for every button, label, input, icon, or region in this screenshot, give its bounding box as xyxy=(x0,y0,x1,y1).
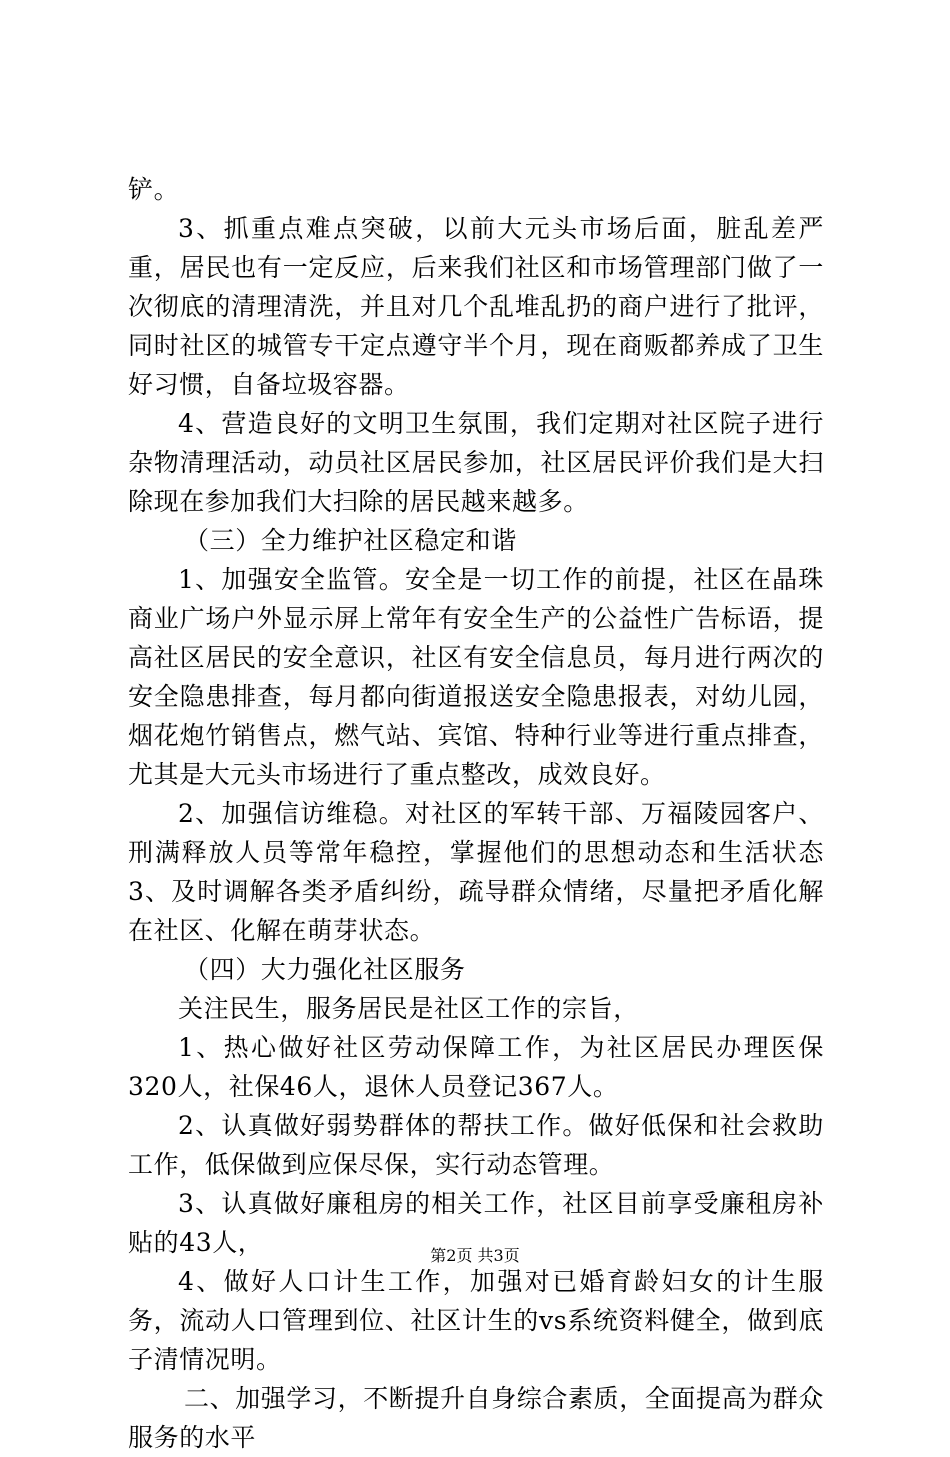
paragraph-item-2-vulnerable-groups: 2、认真做好弱势群体的帮扶工作。做好低保和社会救助工作，低保做到应保尽保，实行动态管理。 xyxy=(128,1111,824,1179)
paragraph-item-4-hygiene-atmosphere: 4、营造良好的文明卫生氛围，我们定期对社区院子进行杂物清理活动，动员社区居民参加，社区居民评价我们是大扫除现在参加我们大扫除的居民越来越多。 xyxy=(128,409,824,516)
paragraph-services-intro: 关注民生，服务居民是社区工作的宗旨， xyxy=(178,994,639,1023)
paragraph-continuation: 铲。 xyxy=(128,175,180,204)
paragraph-item-4-family-planning: 4、做好人口计生工作，加强对已婚育龄妇女的计生服务，流动人口管理到位、社区计生的vs系统资料健全，做到底子清情况明。 xyxy=(128,1267,824,1374)
section-heading-study: 二、加强学习，不断提升自身综合素质，全面提高为群众服务的水平 xyxy=(128,1384,825,1452)
paragraph-item-3-low-rent-housing: 3、认真做好廉租房的相关工作，社区目前享受廉租房补贴的43人， xyxy=(128,1189,824,1257)
paragraph-item-2-petitions: 2、加强信访维稳。对社区的军转干部、万福陵园客户、刑满释放人员等常年稳控，掌握他们的思想动态和生活状态3、及时调解各类矛盾纠纷，疏导群众情绪，尽量把矛盾化解在社区、化解在萌芽状态。 xyxy=(128,799,824,945)
paragraph-item-3-market-cleanup: 3、抓重点难点突破，以前大元头市场后面，脏乱差严重，居民也有一定反应，后来我们社区和市场管理部门做了一次彻底的清理清洗，并且对几个乱堆乱扔的商户进行了批评，同时社区的城管专干定点遵守半个月，现在商贩都养成了卫生好习惯，自备垃圾容器。 xyxy=(128,214,824,399)
page-number-footer: 第2页 共3页 xyxy=(430,1246,520,1265)
section-heading-stability: （三）全力维护社区稳定和谐 xyxy=(184,526,517,555)
section-heading-services: （四）大力强化社区服务 xyxy=(184,955,466,984)
paragraph-item-1-safety: 1、加强安全监管。安全是一切工作的前提，社区在晶珠商业广场户外显示屏上常年有安全生产的公益性广告标语，提高社区居民的安全意识，社区有安全信息员，每月进行两次的安全隐患排查，每月都向街道报送安全隐患报表，对幼儿园，烟花炮竹销售点，燃气站、宾馆、特种行业等进行重点排查，尤其是大元头市场进行了重点整改，成效良好。 xyxy=(128,565,824,789)
paragraph-item-1-labor-security: 1、热心做好社区劳动保障工作，为社区居民办理医保320人，社保46人，退休人员登记367人。 xyxy=(128,1033,824,1101)
